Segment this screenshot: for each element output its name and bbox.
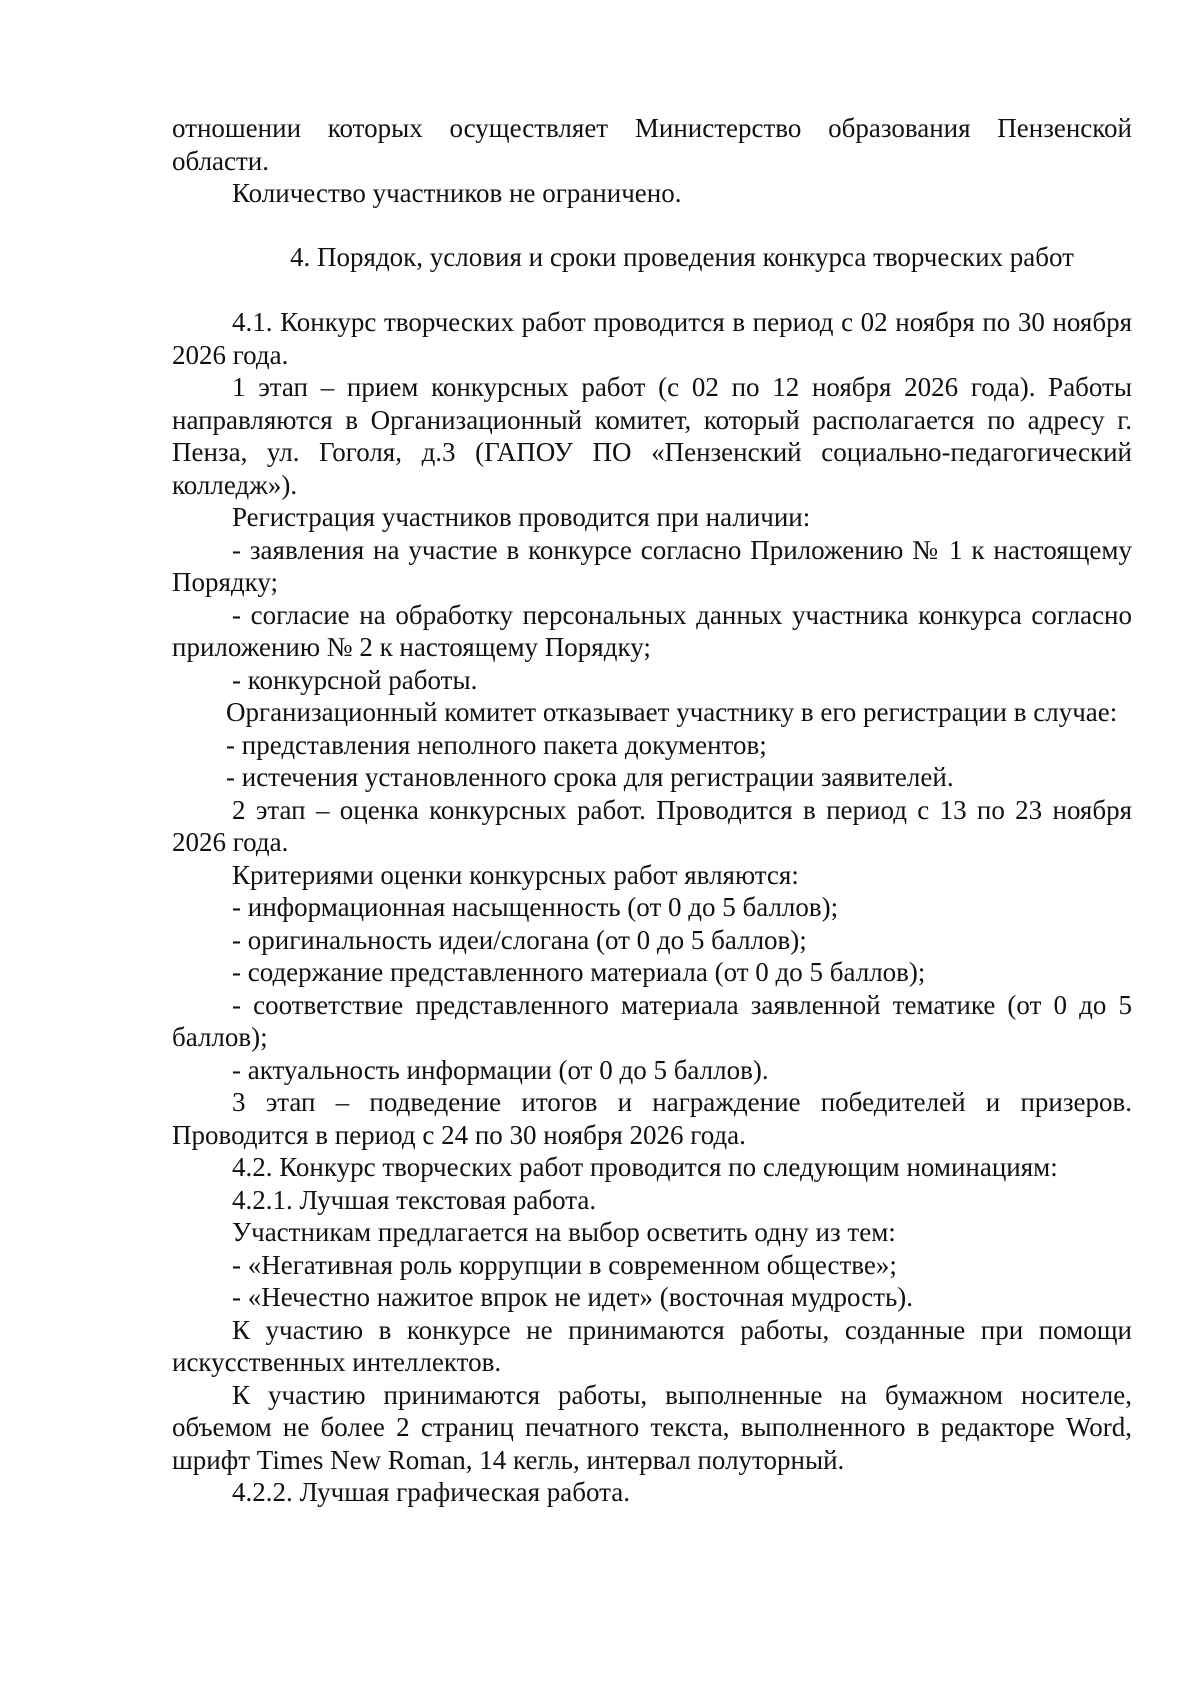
list-item-consent: - согласие на обработку персональных данных участника конкурса согласно приложению № 2 к настоящему Порядку; xyxy=(172,599,1132,662)
list-item-topic: - «Негативная роль коррупции в современном обществе»; xyxy=(232,1249,897,1280)
paragraph-refusal: Организационный комитет отказывает участнику в его регистрации в случае: xyxy=(226,697,1118,727)
list-item-criterion: - содержание представленного материала (от 0 до 5 баллов); xyxy=(232,957,926,987)
list-item-application: - заявления на участие в конкурсе согласно Приложению № 1 к настоящему Порядку; xyxy=(172,534,1132,597)
paragraph-stage-1: 1 этап – прием конкурсных работ (с 02 по 12 ноября 2026 года). Работы направляются в Организационный комитет, который располагается по адресу г. Пенза, ул. Гоголя, д.3 (ГАПОУ ПО «Пензенский социально-педагогический колледж»). xyxy=(172,372,1132,500)
list-item-topic: - «Нечестно нажитое впрок не идет» (восточная мудрость). xyxy=(232,1282,914,1312)
list-item-work: - конкурсной работы. xyxy=(232,664,478,695)
list-item-criterion: - соответствие представленного материала заявленной тематике (от 0 до 5 баллов); xyxy=(172,989,1132,1052)
paragraph-stage-2: 2 этап – оценка конкурсных работ. Проводится в период с 13 по 23 ноября 2026 года. xyxy=(172,794,1132,857)
paragraph-4-1: 4.1. Конкурс творческих работ проводится в период с 02 ноября по 30 ноября 2026 года. xyxy=(172,307,1132,370)
paragraph-topics: Участникам предлагается на выбор осветить одну из тем: xyxy=(232,1217,896,1247)
spacer xyxy=(172,273,1132,306)
section-heading: 4. Порядок, условия и сроки проведения конкурса творческих работ xyxy=(290,241,1074,272)
paragraph-4-2-2: 4.2.2. Лучшая графическая работа. xyxy=(232,1477,630,1507)
list-item-criterion: - актуальность информации (от 0 до 5 баллов). xyxy=(232,1054,769,1085)
list-item-criterion: - информационная насыщенность (от 0 до 5 баллов); xyxy=(232,892,839,922)
paragraph-criteria: Критериями оценки конкурсных работ являются: xyxy=(232,859,799,890)
paragraph-format-requirements: К участию принимаются работы, выполненные на бумажном носителе, объемом не более 2 страниц печатного текста, выполненного в редакторе Word, шрифт Times New Roman, 14 кегль, интервал полуторный. xyxy=(172,1379,1132,1475)
paragraph-ministry: отношении которых осуществляет Министерство образования Пензенской области. xyxy=(172,113,1132,176)
paragraph-ai-exclusion: К участию в конкурсе не принимаются работы, созданные при помощи искусственных интеллектов. xyxy=(172,1314,1132,1377)
paragraph-participants-count: Количество участников не ограничено. xyxy=(232,178,682,208)
spacer xyxy=(172,210,1132,241)
paragraph-registration: Регистрация участников проводится при наличии: xyxy=(232,502,811,532)
document-page xyxy=(172,112,1132,1509)
paragraph-4-2-1: 4.2.1. Лучшая текстовая работа. xyxy=(232,1184,597,1215)
paragraph-stage-3: 3 этап – подведение итогов и награждение победителей и призеров. Проводится в период с 24 по 30 ноября 2026 года. xyxy=(172,1087,1132,1150)
list-item-criterion: - оригинальность идеи/слогана (от 0 до 5 баллов); xyxy=(232,924,807,955)
paragraph-4-2: 4.2. Конкурс творческих работ проводится по следующим номинациям: xyxy=(232,1152,1058,1182)
list-item-incomplete: - представления неполного пакета документов; xyxy=(226,729,767,760)
list-item-expired: - истечения установленного срока для регистрации заявителей. xyxy=(226,762,954,792)
